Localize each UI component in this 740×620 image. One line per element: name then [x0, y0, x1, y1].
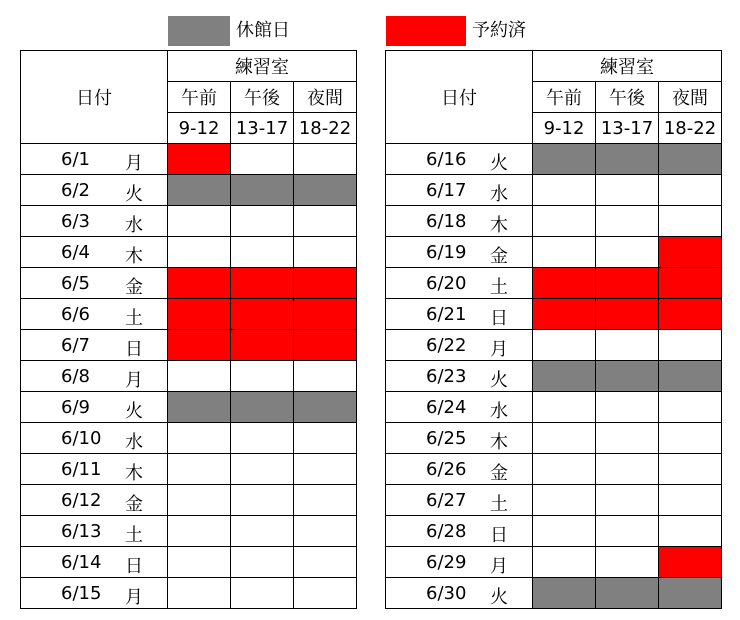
date-text: 6/25	[426, 428, 467, 449]
slot-time-afternoon: 13-17	[596, 113, 659, 144]
schedule-row	[386, 454, 722, 485]
slot-cell-morning-empty[interactable]	[168, 485, 231, 516]
weekday-text: 日	[490, 308, 508, 329]
room-header: 練習室	[168, 51, 357, 82]
date-cell	[386, 423, 533, 454]
date-text: 6/17	[426, 180, 467, 201]
slot-cell-night-empty[interactable]	[659, 330, 722, 361]
slot-cell-afternoon-reserved	[596, 268, 659, 299]
date-cell	[21, 330, 168, 361]
schedule-row	[21, 175, 357, 206]
slot-cell-morning-reserved	[168, 330, 231, 361]
slot-cell-afternoon-empty[interactable]	[596, 330, 659, 361]
slot-cell-afternoon-reserved	[231, 268, 294, 299]
schedule-row	[386, 330, 722, 361]
date-cell	[21, 485, 168, 516]
schedule-row	[21, 547, 357, 578]
schedule-row	[21, 144, 357, 175]
weekday-text: 木	[490, 432, 508, 453]
date-text: 6/24	[426, 397, 467, 418]
date-text: 6/20	[426, 273, 467, 294]
date-text: 6/4	[61, 242, 90, 263]
weekday-text: 木	[490, 215, 508, 236]
weekday-text: 金	[125, 494, 143, 515]
slot-cell-night-empty[interactable]	[294, 485, 357, 516]
date-cell	[21, 516, 168, 547]
date-cell	[386, 330, 533, 361]
slot-cell-morning-empty[interactable]	[533, 392, 596, 423]
slot-cell-morning-reserved	[168, 299, 231, 330]
slot-cell-night-reserved	[659, 237, 722, 268]
slot-cell-night-reserved	[659, 268, 722, 299]
date-cell	[386, 175, 533, 206]
slot-cell-night-closed	[294, 175, 357, 206]
slot-time-afternoon: 13-17	[231, 113, 294, 144]
schedule-row	[386, 268, 722, 299]
slot-cell-night-empty[interactable]	[294, 547, 357, 578]
slot-cell-morning-empty[interactable]	[533, 206, 596, 237]
slot-cell-afternoon-empty[interactable]	[596, 485, 659, 516]
schedule-table-second-half	[385, 50, 722, 609]
date-text: 6/7	[61, 335, 90, 356]
slot-time-morning: 9-12	[533, 113, 596, 144]
slot-cell-night-reserved	[294, 268, 357, 299]
legend-closed-swatch	[168, 16, 230, 46]
schedule-row	[21, 206, 357, 237]
slot-cell-morning-empty[interactable]	[533, 547, 596, 578]
slot-cell-afternoon-empty[interactable]	[596, 392, 659, 423]
slot-cell-morning-empty[interactable]	[533, 237, 596, 268]
slot-time-morning: 9-12	[168, 113, 231, 144]
date-cell	[386, 237, 533, 268]
slot-cell-morning-empty[interactable]	[533, 330, 596, 361]
slot-cell-night-empty[interactable]	[659, 516, 722, 547]
date-text: 6/5	[61, 273, 90, 294]
date-cell	[386, 547, 533, 578]
date-text: 6/23	[426, 366, 467, 387]
slot-cell-night-empty[interactable]	[294, 237, 357, 268]
date-text: 6/13	[61, 521, 102, 542]
date-cell	[21, 578, 168, 609]
slot-cell-afternoon-closed	[596, 578, 659, 609]
slot-cell-afternoon-empty[interactable]	[231, 423, 294, 454]
legend-reserved-swatch	[386, 16, 466, 46]
schedule-row	[386, 206, 722, 237]
slot-cell-afternoon-empty[interactable]	[231, 361, 294, 392]
slot-cell-afternoon-empty[interactable]	[231, 578, 294, 609]
date-cell	[21, 392, 168, 423]
slot-cell-afternoon-closed	[231, 175, 294, 206]
date-text: 6/15	[61, 583, 102, 604]
slot-cell-night-empty[interactable]	[659, 206, 722, 237]
date-cell	[21, 547, 168, 578]
schedule-row	[21, 299, 357, 330]
weekday-text: 日	[125, 556, 143, 577]
date-text: 6/6	[61, 304, 90, 325]
schedule-rows	[21, 144, 357, 609]
date-text: 6/14	[61, 552, 102, 573]
schedule-row	[21, 268, 357, 299]
slot-cell-morning-reserved	[533, 268, 596, 299]
schedule-row	[21, 516, 357, 547]
room-header: 練習室	[533, 51, 722, 82]
slot-cell-night-empty[interactable]	[659, 392, 722, 423]
slot-cell-afternoon-empty[interactable]	[596, 516, 659, 547]
date-text: 6/28	[426, 521, 467, 542]
slot-cell-afternoon-reserved	[596, 299, 659, 330]
date-cell	[21, 454, 168, 485]
weekday-text: 土	[125, 525, 143, 546]
slot-cell-night-reserved	[294, 330, 357, 361]
slot-cell-afternoon-closed	[231, 392, 294, 423]
weekday-text: 土	[490, 494, 508, 515]
schedule-row	[21, 454, 357, 485]
legend-closed	[168, 16, 290, 46]
slot-cell-night-empty[interactable]	[294, 423, 357, 454]
schedule-row	[21, 578, 357, 609]
date-cell	[386, 144, 533, 175]
date-cell	[386, 268, 533, 299]
date-cell	[386, 361, 533, 392]
slot-header-morning: 午前	[168, 82, 231, 113]
date-cell	[386, 578, 533, 609]
slot-time-night: 18-22	[659, 113, 722, 144]
slot-cell-morning-empty[interactable]	[533, 454, 596, 485]
slot-cell-night-empty[interactable]	[659, 485, 722, 516]
weekday-text: 土	[490, 277, 508, 298]
date-cell	[386, 485, 533, 516]
date-text: 6/2	[61, 180, 90, 201]
slot-cell-morning-closed	[168, 175, 231, 206]
slot-cell-night-closed	[659, 144, 722, 175]
slot-header-afternoon: 午後	[231, 82, 294, 113]
slot-header-morning: 午前	[533, 82, 596, 113]
date-text: 6/22	[426, 335, 467, 356]
date-text: 6/29	[426, 552, 467, 573]
slot-cell-afternoon-empty[interactable]	[596, 175, 659, 206]
schedule-row	[21, 392, 357, 423]
slot-cell-afternoon-empty[interactable]	[231, 144, 294, 175]
weekday-text: 金	[490, 246, 508, 267]
date-column-header: 日付	[386, 51, 533, 144]
slot-cell-afternoon-empty[interactable]	[231, 237, 294, 268]
slot-cell-morning-closed	[168, 392, 231, 423]
date-text: 6/26	[426, 459, 467, 480]
date-cell	[21, 206, 168, 237]
date-cell	[21, 144, 168, 175]
date-text: 6/27	[426, 490, 467, 511]
schedule-row	[386, 516, 722, 547]
date-cell	[21, 268, 168, 299]
slot-cell-morning-empty[interactable]	[533, 175, 596, 206]
slot-cell-afternoon-empty[interactable]	[596, 547, 659, 578]
date-text: 6/3	[61, 211, 90, 232]
date-cell	[386, 206, 533, 237]
slot-cell-morning-closed	[533, 578, 596, 609]
date-text: 6/19	[426, 242, 467, 263]
slot-cell-night-empty[interactable]	[294, 454, 357, 485]
schedule-row	[386, 175, 722, 206]
slot-cell-afternoon-closed	[596, 144, 659, 175]
slot-cell-night-reserved	[659, 547, 722, 578]
date-cell	[386, 454, 533, 485]
schedule-table-first-half	[20, 50, 357, 609]
date-cell	[21, 175, 168, 206]
schedule-row	[386, 392, 722, 423]
date-cell	[386, 299, 533, 330]
slot-cell-night-empty[interactable]	[659, 175, 722, 206]
weekday-text: 木	[125, 463, 143, 484]
weekday-text: 月	[125, 370, 143, 391]
slot-cell-morning-empty[interactable]	[533, 516, 596, 547]
slot-cell-night-empty[interactable]	[659, 454, 722, 485]
slot-cell-morning-empty[interactable]	[168, 237, 231, 268]
weekday-text: 木	[125, 246, 143, 267]
weekday-text: 水	[125, 432, 143, 453]
date-text: 6/11	[61, 459, 102, 480]
schedule-row	[386, 547, 722, 578]
slot-cell-afternoon-reserved	[231, 299, 294, 330]
slot-header-afternoon: 午後	[596, 82, 659, 113]
schedule-row	[21, 485, 357, 516]
slot-cell-afternoon-empty[interactable]	[231, 206, 294, 237]
date-text: 6/18	[426, 211, 467, 232]
slot-cell-night-empty[interactable]	[294, 516, 357, 547]
schedule-row	[21, 237, 357, 268]
date-cell	[21, 423, 168, 454]
weekday-text: 月	[490, 556, 508, 577]
slot-cell-afternoon-empty[interactable]	[596, 423, 659, 454]
slot-cell-night-empty[interactable]	[294, 578, 357, 609]
slot-cell-morning-empty[interactable]	[168, 547, 231, 578]
date-cell	[386, 516, 533, 547]
schedule-row	[386, 144, 722, 175]
date-cell	[21, 299, 168, 330]
slot-cell-night-closed	[294, 392, 357, 423]
date-text: 6/21	[426, 304, 467, 325]
slot-cell-morning-empty[interactable]	[168, 578, 231, 609]
weekday-text: 日	[125, 339, 143, 360]
slot-cell-morning-closed	[533, 361, 596, 392]
slot-cell-morning-reserved	[168, 268, 231, 299]
date-text: 6/12	[61, 490, 102, 511]
slot-cell-morning-empty[interactable]	[533, 485, 596, 516]
date-cell	[21, 361, 168, 392]
slot-cell-night-empty[interactable]	[294, 144, 357, 175]
slot-cell-night-empty[interactable]	[294, 361, 357, 392]
weekday-text: 火	[125, 184, 143, 205]
slot-header-night: 夜間	[294, 82, 357, 113]
weekday-text: 金	[125, 277, 143, 298]
date-cell	[386, 392, 533, 423]
slot-cell-night-empty[interactable]	[659, 423, 722, 454]
weekday-text: 水	[125, 215, 143, 236]
slot-cell-night-closed	[659, 361, 722, 392]
slot-cell-morning-closed	[533, 144, 596, 175]
slot-cell-afternoon-reserved	[231, 330, 294, 361]
slot-cell-morning-empty[interactable]	[168, 516, 231, 547]
schedule-row	[386, 485, 722, 516]
schedule-row	[21, 330, 357, 361]
slot-cell-afternoon-empty[interactable]	[596, 454, 659, 485]
weekday-text: 水	[490, 184, 508, 205]
slot-cell-afternoon-closed	[596, 361, 659, 392]
weekday-text: 土	[125, 308, 143, 329]
schedule-row	[386, 299, 722, 330]
schedule-rows	[386, 144, 722, 609]
slot-cell-morning-empty[interactable]	[168, 454, 231, 485]
date-text: 6/30	[426, 583, 467, 604]
date-text: 6/1	[61, 149, 90, 170]
date-cell	[21, 237, 168, 268]
schedule-row	[386, 423, 722, 454]
schedule-row	[21, 423, 357, 454]
slot-cell-morning-reserved	[533, 299, 596, 330]
weekday-text: 火	[490, 153, 508, 174]
date-text: 6/16	[426, 149, 467, 170]
weekday-text: 月	[125, 587, 143, 608]
slot-cell-morning-empty[interactable]	[168, 423, 231, 454]
slot-cell-night-empty[interactable]	[294, 206, 357, 237]
date-text: 6/9	[61, 397, 90, 418]
weekday-text: 火	[490, 587, 508, 608]
slot-cell-night-reserved	[659, 299, 722, 330]
slot-cell-afternoon-empty[interactable]	[231, 516, 294, 547]
weekday-text: 金	[490, 463, 508, 484]
slot-cell-morning-empty[interactable]	[168, 206, 231, 237]
slot-cell-night-reserved	[294, 299, 357, 330]
weekday-text: 水	[490, 401, 508, 422]
slot-time-night: 18-22	[294, 113, 357, 144]
slot-header-night: 夜間	[659, 82, 722, 113]
legend-reserved	[386, 16, 526, 46]
slot-cell-morning-empty[interactable]	[533, 423, 596, 454]
slot-cell-afternoon-empty[interactable]	[231, 454, 294, 485]
legend-reserved-label: 予約済	[472, 20, 526, 41]
slot-cell-morning-empty[interactable]	[168, 361, 231, 392]
weekday-text: 火	[490, 370, 508, 391]
schedule-row	[386, 361, 722, 392]
schedule-row	[386, 237, 722, 268]
weekday-text: 月	[490, 339, 508, 360]
date-column-header: 日付	[21, 51, 168, 144]
legend-closed-label: 休館日	[236, 20, 290, 41]
schedule-row	[21, 361, 357, 392]
schedule-row	[386, 578, 722, 609]
weekday-text: 日	[490, 525, 508, 546]
weekday-text: 火	[125, 401, 143, 422]
date-text: 6/10	[61, 428, 102, 449]
weekday-text: 月	[125, 153, 143, 174]
slot-cell-afternoon-empty[interactable]	[596, 237, 659, 268]
slot-cell-morning-reserved	[168, 144, 231, 175]
slot-cell-afternoon-empty[interactable]	[231, 547, 294, 578]
slot-cell-night-closed	[659, 578, 722, 609]
slot-cell-afternoon-empty[interactable]	[231, 485, 294, 516]
date-text: 6/8	[61, 366, 90, 387]
slot-cell-afternoon-empty[interactable]	[596, 206, 659, 237]
